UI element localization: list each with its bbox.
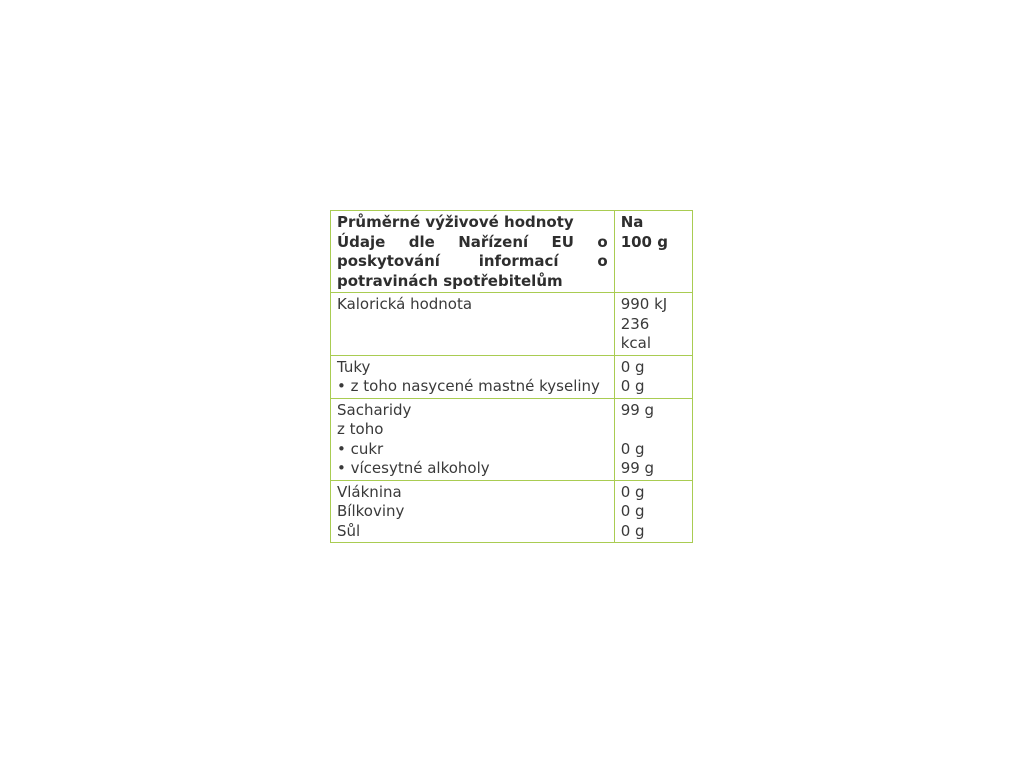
row-label: Sacharidy bbox=[337, 400, 412, 419]
row-label: • z toho nasycené mastné kyseliny bbox=[337, 377, 600, 395]
table-header-row bbox=[331, 211, 693, 293]
row-label: Sůl bbox=[337, 521, 361, 540]
regulation-note: Údaje dle Nařízení EU o poskytování informací o potravinách spotřebitelům bbox=[337, 232, 608, 290]
row-label-cell bbox=[331, 293, 615, 356]
row-value: 236 bbox=[620, 314, 650, 333]
table-row bbox=[331, 293, 693, 356]
row-value: 99 g bbox=[620, 459, 655, 477]
row-label-cell bbox=[331, 355, 615, 398]
table-title: Průměrné výživové hodnoty bbox=[337, 213, 574, 231]
row-label: Vláknina bbox=[337, 482, 402, 501]
row-value: kcal bbox=[620, 334, 651, 352]
table-row bbox=[331, 480, 693, 543]
row-label: Tuky bbox=[337, 357, 371, 376]
row-value-spacer bbox=[621, 420, 686, 440]
row-label-cell bbox=[331, 398, 615, 480]
row-value-cell bbox=[614, 398, 692, 480]
row-value-cell bbox=[614, 293, 692, 356]
header-value-cell bbox=[614, 211, 692, 293]
nutrition-table bbox=[330, 210, 693, 543]
row-value: 99 g bbox=[620, 400, 655, 419]
row-value: 0 g bbox=[620, 439, 645, 458]
row-value-cell bbox=[614, 480, 692, 543]
row-value: 0 g bbox=[620, 482, 645, 501]
row-label-cell bbox=[331, 480, 615, 543]
value-header-line2: 100 g bbox=[620, 232, 668, 251]
row-value: 0 g bbox=[620, 357, 645, 376]
row-label: Bílkoviny bbox=[337, 502, 405, 520]
row-label: • cukr bbox=[337, 439, 384, 458]
table-row bbox=[331, 355, 693, 398]
row-value: 990 kJ bbox=[620, 295, 668, 313]
row-label: z toho bbox=[337, 420, 384, 438]
row-label: Kalorická hodnota bbox=[337, 295, 473, 313]
value-header-line1: Na bbox=[620, 213, 644, 231]
row-value: 0 g bbox=[620, 521, 645, 540]
header-label-cell bbox=[331, 211, 615, 293]
row-value: 0 g bbox=[620, 377, 645, 395]
row-label: • vícesytné alkoholy bbox=[337, 459, 490, 477]
table-row bbox=[331, 398, 693, 480]
row-value: 0 g bbox=[620, 502, 645, 520]
row-value-cell bbox=[614, 355, 692, 398]
